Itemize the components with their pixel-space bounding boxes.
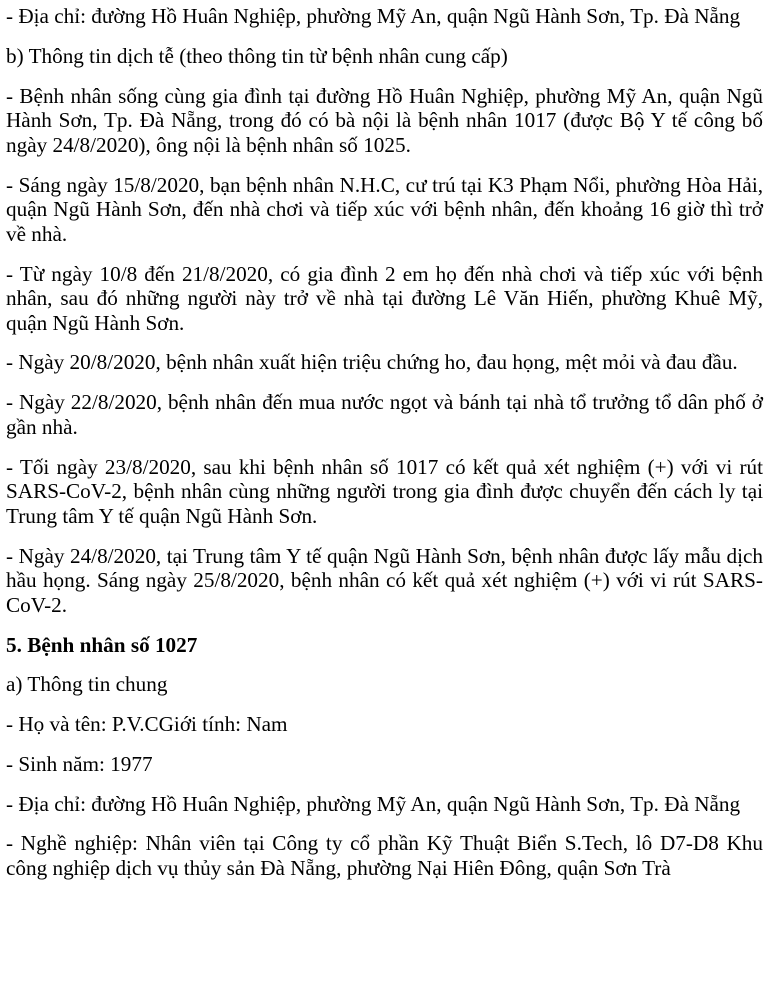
paragraph-cousins-visit: - Từ ngày 10/8 đến 21/8/2020, có gia đình 2 em họ đến nhà chơi và tiếp xúc với bệnh nhân, sau đó những người này trở về nhà tại đường Lê Văn Hiến, phường Khuê Mỹ, quận Ngũ Hành Sơn. bbox=[6, 261, 763, 335]
paragraph-name-gender: - Họ và tên: P.V.CGiới tính: Nam bbox=[6, 712, 288, 737]
paragraph-shopping: - Ngày 22/8/2020, bệnh nhân đến mua nước ngọt và bánh tại nhà tổ trưởng tổ dân phố ở gần nhà. bbox=[6, 390, 763, 439]
paragraph-address-1: - Địa chỉ: đường Hồ Huân Nghiệp, phường Mỹ An, quận Ngũ Hành Sơn, Tp. Đà Nẵng bbox=[6, 4, 741, 28]
paragraph-occupation: - Nghề nghiệp: Nhân viên tại Công ty cổ phần Kỹ Thuật Biển S.Tech, lô D7-D8 Khu công nghiệp dịch vụ thủy sản Đà Nẵng, phường Nại Hiên Đông, quận Sơn Trà bbox=[6, 831, 763, 881]
paragraph-epidemiology-heading: b) Thông tin dịch tễ (theo thông tin từ bệnh nhân cung cấp) bbox=[6, 43, 508, 68]
section-heading-patient-1027: 5. Bệnh nhân số 1027 bbox=[6, 632, 198, 657]
paragraph-symptoms: - Ngày 20/8/2020, bệnh nhân xuất hiện triệu chứng ho, đau họng, mệt mỏi và đau đầu. bbox=[6, 350, 738, 375]
paragraph-general-info-heading: a) Thông tin chung bbox=[6, 672, 168, 697]
document-body bbox=[6, 0, 763, 896]
paragraph-isolation: - Tối ngày 23/8/2020, sau khi bệnh nhân số 1017 có kết quả xét nghiệm (+) với vi rút SARS-CoV-2, bệnh nhân cùng những người trong gia đình được chuyển đến cách ly tại Trung tâm Y tế quận Ngũ Hành Sơn. bbox=[6, 454, 763, 528]
paragraph-friend-visit: - Sáng ngày 15/8/2020, bạn bệnh nhân N.H.C, cư trú tại K3 Phạm Nổi, phường Hòa Hải, quận Ngũ Hành Sơn, đến nhà chơi và tiếp xúc với bệnh nhân, đến khoảng 16 giờ thì trở về nhà. bbox=[6, 172, 763, 246]
paragraph-address-2: - Địa chỉ: đường Hồ Huân Nghiệp, phường Mỹ An, quận Ngũ Hành Sơn, Tp. Đà Nẵng bbox=[6, 791, 741, 816]
paragraph-test-result: - Ngày 24/8/2020, tại Trung tâm Y tế quận Ngũ Hành Sơn, bệnh nhân được lấy mẫu dịch hầu họng. Sáng ngày 25/8/2020, bệnh nhân có kết quả xét nghiệm (+) với vi rút SARS-CoV-2. bbox=[6, 543, 763, 617]
paragraph-family-living: - Bệnh nhân sống cùng gia đình tại đường Hồ Huân Nghiệp, phường Mỹ An, quận Ngũ Hành Sơn, Tp. Đà Nẵng, trong đó có bà nội là bệnh nhân 1017 (được Bộ Y tế công bố ngày 24/8/2020), ông nội là bệnh nhân số 1025. bbox=[6, 83, 763, 157]
paragraph-birth-year: - Sinh năm: 1977 bbox=[6, 751, 153, 776]
